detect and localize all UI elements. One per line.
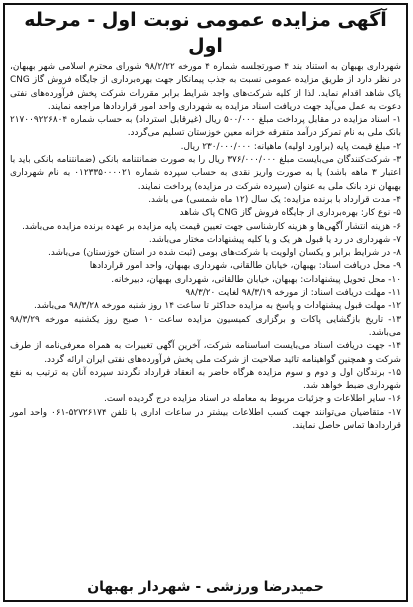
condition-item-10: ۱۰- محل تحویل پیشنهادات: بهبهان، خیابان طالقانی، شهرداری بهبهان، دبیرخانه. xyxy=(111,274,401,285)
notice-title: آگهی مزایده عمومی نوبت اول - مرحله اول xyxy=(24,9,387,57)
condition-item-6: ۶- هزینه انتشار آگهی‌ها و هزینه کارشناسی جهت تعیین قیمت پایه مزایده بر عهده برنده مزایده می‌باشد. xyxy=(22,221,401,232)
notice-page xyxy=(3,3,408,602)
condition-item-1: ۱- اسناد مزایده در مقابل پرداخت مبلغ ۵۰۰/۰۰۰ ریال (غیرقابل استرداد) به حساب شماره ۲۱۷۰۰۹۲۲۶۸۰۴ بانک ملی به نام تمرکز درآمد متفرقه خزانه معین خوزستان تسلیم می‌گردد. xyxy=(10,115,401,139)
condition-item-9: ۹- محل دریافت اسناد: بهبهان، خیابان طالقانی، شهرداری بهبهان، واحد امور قراردادها xyxy=(89,261,401,272)
condition-item-16: ۱۶- سایر اطلاعات و جزئیات مربوط به معامله در اسناد مزایده درج گردیده است. xyxy=(104,394,401,405)
notice-intro: شهرداری بهبهان به استناد بند ۴ صورتجلسه شماره ۴ مورخه ۹۸/۲/۲۲ شورای محترم اسلامی شهر بهبهان، در نظر دارد از طریق مزایده عمومی نسبت به جذب پیمانکار جهت بهره‌برداری از جایگاه فروش گاز CNG پاک شاهد اقدام نماید. لذا از کلیه شرکت‌های واجد شرایط برابر مقررات شرکت پخش فرآورده‌های نفتی دعوت به عمل می‌آید جهت دریافت اسناد مزایده به شهرداری واحد امور قراردادها مراجعه نمایند. xyxy=(10,62,401,112)
condition-item-8: ۸- در شرایط برابر و یکسان اولویت با شرکت‌های بومی (ثبت شده در استان خوزستان) می‌باشد. xyxy=(48,248,401,259)
condition-item-15: ۱۵- برندگان اول و دوم و سوم مزایده هرگاه حاضر به انعقاد قرارداد نگردند سپرده آنان به ترتیب به نفع شهرداری ضبط خواهد شد. xyxy=(10,367,401,392)
condition-item-13: ۱۳- تاریخ بازگشایی پاکات و برگزاری کمیسیون مزایده ساعت ۱۰ صبح روز یکشنبه مورخه ۹۸/۳/۲۹ می‌باشد. xyxy=(10,314,401,338)
condition-item-14: ۱۴- جهت دریافت اسناد می‌بایست اساسنامه شرکت، آخرین آگهی تغییرات به همراه معرفی‌نامه از طرف شرکت و همچنین گواهینامه تائید صلاحیت از شرکت ملی پخش فرآورده‌های نفتی ایران ارائه گردد. xyxy=(10,341,401,365)
condition-item-7: ۷- شهرداری در رد یا قبول هر یک و یا کلیه پیشنهادات مختار می‌باشد. xyxy=(148,234,401,245)
conditions-list xyxy=(10,114,401,433)
notice-intro-block xyxy=(10,61,401,114)
condition-item-17: ۱۷- متقاضیان می‌توانند جهت کسب اطلاعات بیشتر در ساعات اداری با تلفن ۵۲۷۲۶۱۷۴-۰۶۱ واحد امور قراردادها تماس حاصل نمایند. xyxy=(10,407,401,432)
condition-item-5: ۵- نوع کار: بهره‌برداری از جایگاه فروش گاز CNG پاک شاهد xyxy=(179,208,401,219)
condition-item-12: ۱۲- مهلت قبول پیشنهادات و پاسخ به مزایده حداکثر تا ساعت ۱۴ روز شنبه مورخه ۹۸/۳/۲۸ می‌باشد. xyxy=(33,301,401,312)
condition-item-11: ۱۱- مهلت دریافت اسناد: از مورخه ۹۸/۳/۱۹ لغایت ۹۸/۳/۲۰ xyxy=(185,288,401,299)
condition-item-2: ۲- مبلغ قیمت پایه (براورد اولیه) ماهیانه: ۲۳۰/۰۰۰/۰۰۰ ریال. xyxy=(180,141,401,152)
condition-item-4: ۴- مدت قرارداد با برنده مزایده: یک سال (۱۲ ماه شمسی) می باشد. xyxy=(148,194,401,205)
signature: حمیدرضا ورزشی - شهردار بهبهان xyxy=(87,579,324,595)
condition-item-3: ۳- شرکت‌کنندگان می‌بایست مبلغ ۳۷۶/۰۰۰/۰۰۰ ریال را به صورت ضمانتنامه بانکی (ضمانتنامه بانکی باید با اعتبار ۳ ماهه باشد) یا به صورت واریز نقدی به حساب سپرده شماره ۰۱۲۳۳۵۰۰۰۰۲۱ به نام شهرداری بهبهان نزد بانک ملی به عنوان (سپرده شرکت در مزایده) پرداخت نمایند. xyxy=(10,155,402,192)
